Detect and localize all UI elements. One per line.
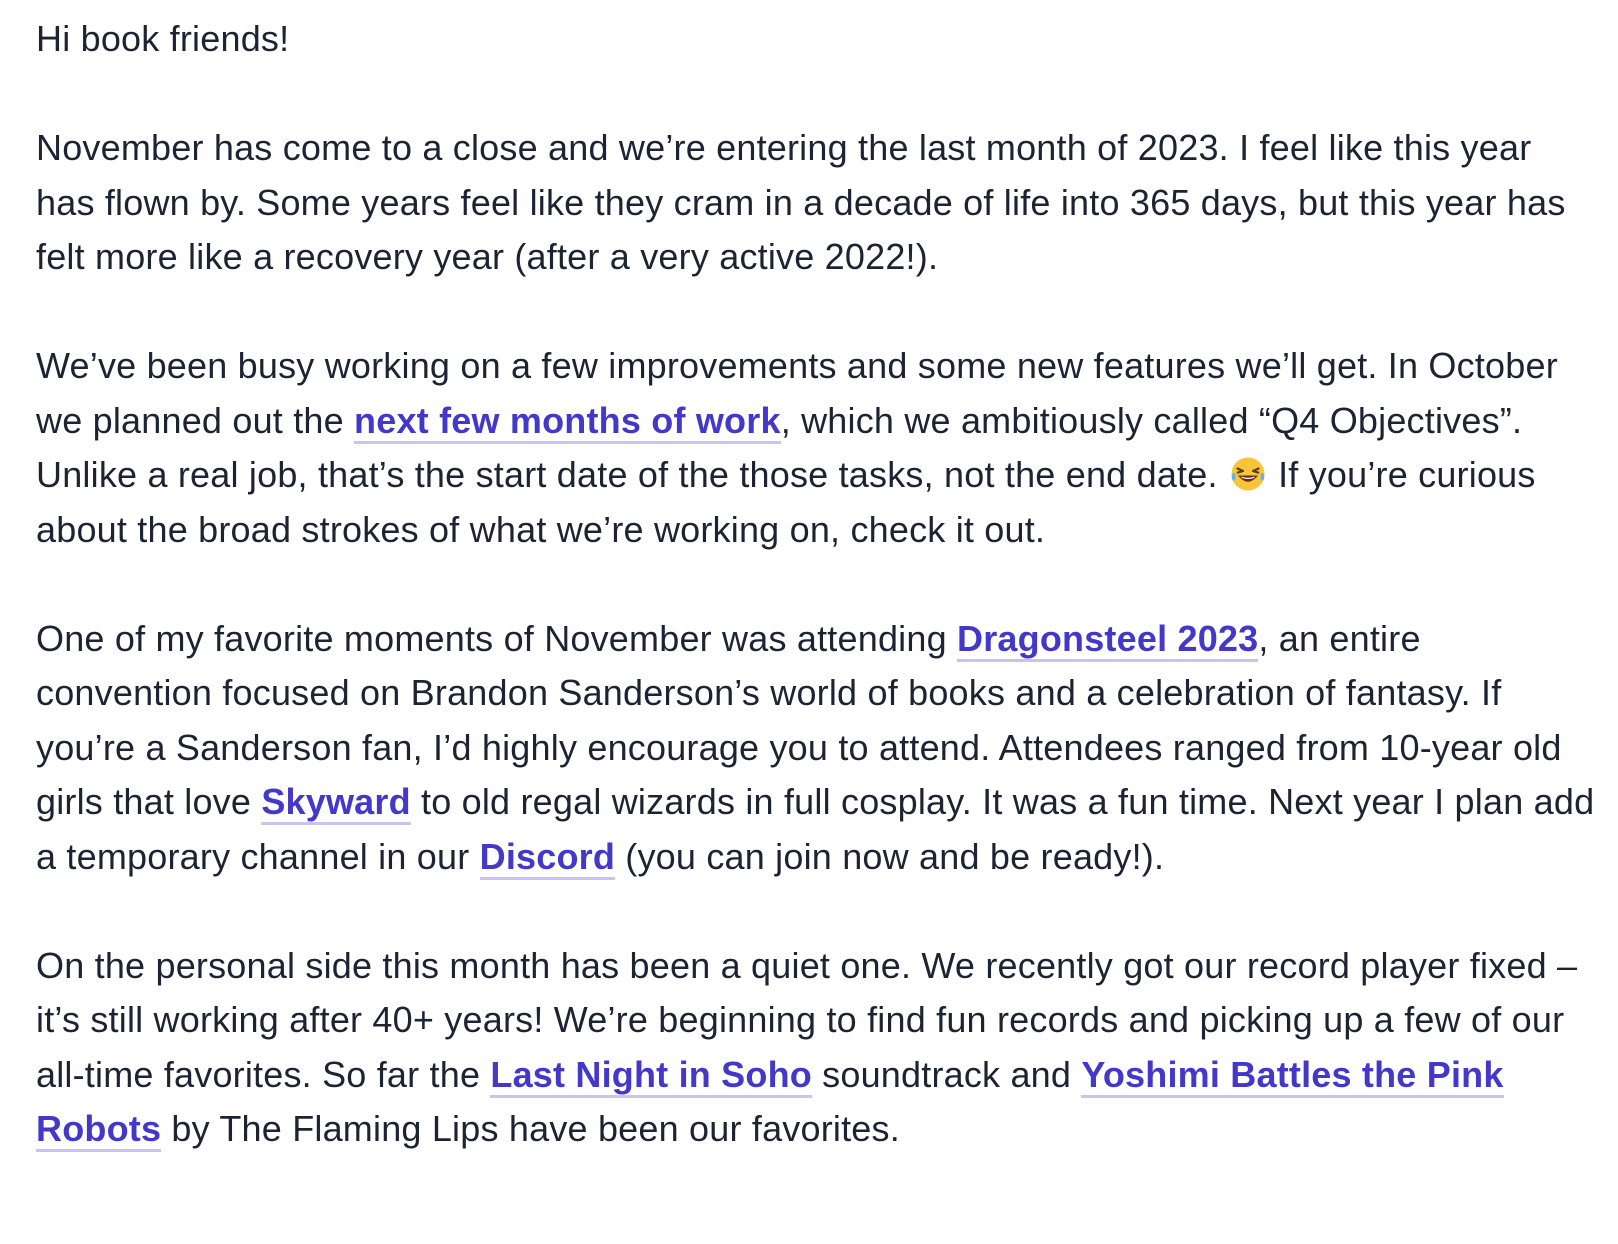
paragraph-text: We’ve been busy working on a few improvements and some new features we’ll get. In October we planned out the	[36, 345, 1558, 441]
laughing-tears-emoji-icon	[1230, 456, 1266, 492]
paragraph-text: If you’re curious about the broad strokes of what we’re working on, check it out.	[36, 454, 1536, 550]
next-few-months-link[interactable]: next few months of work	[354, 400, 781, 444]
paragraph-year-recap: November has come to a close and we’re entering the last month of 2023. I feel like this year has flown by. Some years feel like they cram in a decade of life into 365 days, but this year has felt more like a recovery year (after a very active 2022!).	[36, 127, 1566, 277]
paragraph-text: , which we ambitiously called “Q4 Objectives”. Unlike a real job, that’s the start date of the those tasks, not the end date.	[36, 399, 1523, 495]
paragraph-work-update	[36, 339, 1596, 557]
newsletter-body	[36, 12, 1596, 1157]
yoshimi-link[interactable]: Yoshimi Battles the Pink Robots	[36, 1054, 1504, 1153]
last-night-in-soho-link[interactable]: Last Night in Soho	[490, 1054, 812, 1098]
paragraph-text: , an entire convention focused on Brandon Sanderson’s world of books and a celebration of fantasy. If you’re a Sanderson fan, I’d highly encourage you to attend. Attendees ranged from 10-year old girls that love	[36, 617, 1562, 822]
paragraph-personal	[36, 939, 1596, 1157]
skyward-link[interactable]: Skyward	[261, 781, 410, 825]
greeting: Hi book friends!	[36, 18, 290, 59]
paragraph-text: by The Flaming Lips have been our favorites.	[161, 1108, 900, 1149]
discord-link[interactable]: Discord	[480, 836, 615, 880]
paragraph-text: On the personal side this month has been a quiet one. We recently got our record player fixed – it’s still working after 40+ years! We’re beginning to find fun records and picking up a few of our all-time favorites. So far the	[36, 944, 1578, 1095]
dragonsteel-link[interactable]: Dragonsteel 2023	[957, 618, 1258, 662]
paragraph-text: One of my favorite moments of November was attending	[36, 617, 958, 659]
paragraph-text: (you can join now and be ready!).	[615, 835, 1165, 877]
paragraph-text: to old regal wizards in full cosplay. It was a fun time. Next year I plan add a temporary channel in our	[36, 781, 1595, 877]
paragraph-dragonsteel	[36, 612, 1596, 885]
paragraph-text: soundtrack and	[811, 1053, 1082, 1095]
